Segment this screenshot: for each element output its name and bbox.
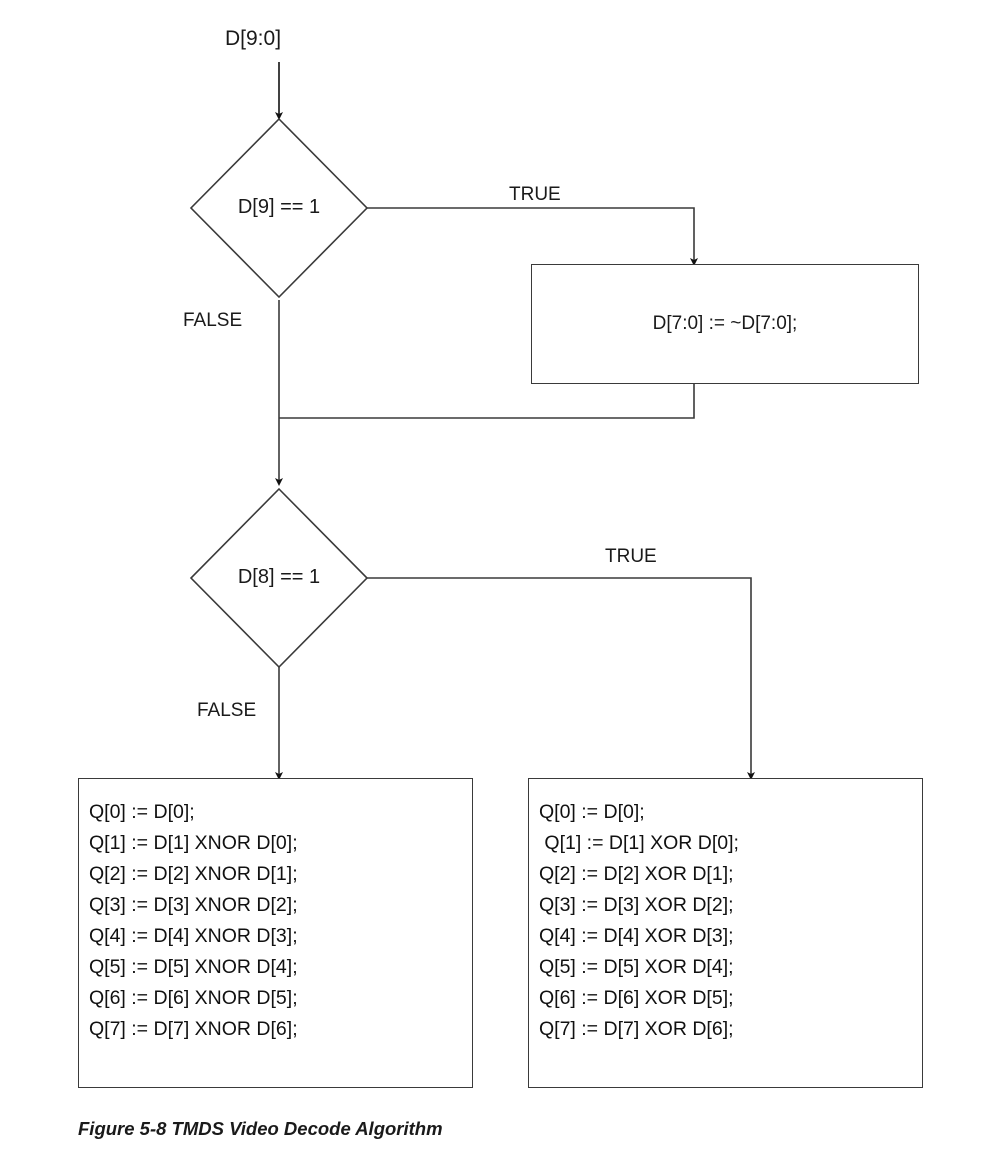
edge-label-false-2: FALSE — [197, 700, 257, 721]
decision-node-d9-label: D[9] == 1 — [237, 196, 321, 218]
decision-node-d8-label: D[8] == 1 — [237, 566, 321, 588]
result-line: Q[4] := D[4] XNOR D[3]; — [89, 925, 298, 947]
result-line: Q[1] := D[1] XNOR D[0]; — [89, 832, 298, 854]
process-box-invert — [531, 264, 919, 384]
result-line: Q[3] := D[3] XNOR D[2]; — [89, 894, 298, 916]
result-line: Q[7] := D[7] XNOR D[6]; — [89, 1018, 298, 1040]
edge-decision2-true — [367, 578, 751, 776]
result-box-xnor — [78, 778, 473, 1088]
edge-label-true-1: TRUE — [509, 184, 561, 205]
result-line: Q[0] := D[0]; — [539, 801, 645, 823]
result-line: Q[6] := D[6] XNOR D[5]; — [89, 987, 298, 1009]
result-line: Q[7] := D[7] XOR D[6]; — [539, 1018, 734, 1040]
result-line: Q[0] := D[0]; — [89, 801, 195, 823]
input-label: D[9:0] — [225, 27, 282, 50]
result-line: Q[2] := D[2] XOR D[1]; — [539, 863, 734, 885]
edge-invertbox-merge — [279, 384, 694, 418]
result-line: Q[4] := D[4] XOR D[3]; — [539, 925, 734, 947]
process-box-invert-label: D[7:0] := ~D[7:0]; — [652, 313, 798, 334]
edge-label-false-1: FALSE — [183, 310, 243, 331]
result-box-xor — [528, 778, 923, 1088]
result-line: Q[5] := D[5] XNOR D[4]; — [89, 956, 298, 978]
result-line: Q[5] := D[5] XOR D[4]; — [539, 956, 734, 978]
edge-decision1-true — [367, 208, 694, 262]
figure-caption: Figure 5-8 TMDS Video Decode Algorithm — [78, 1118, 443, 1139]
result-line: Q[1] := D[1] XOR D[0]; — [539, 832, 739, 854]
result-line: Q[6] := D[6] XOR D[5]; — [539, 987, 734, 1009]
result-line: Q[3] := D[3] XOR D[2]; — [539, 894, 734, 916]
result-line: Q[2] := D[2] XNOR D[1]; — [89, 863, 298, 885]
edge-label-true-2: TRUE — [605, 546, 657, 567]
